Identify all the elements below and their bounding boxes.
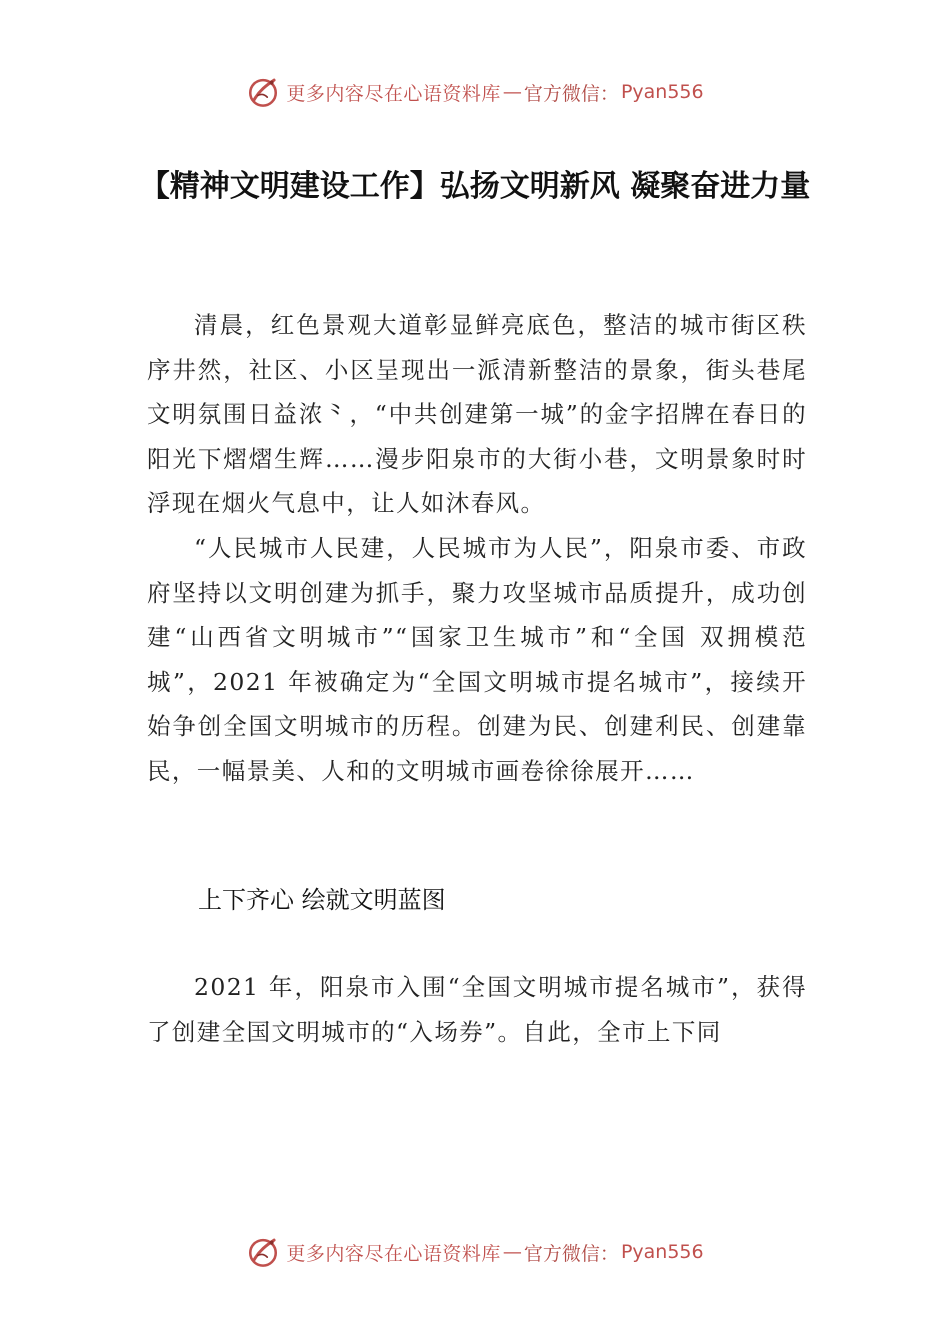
section-heading: 上下齐心 绘就文明蓝图 xyxy=(198,886,446,914)
watermark-wechat-id: Pyan556 xyxy=(620,1241,704,1263)
watermark-label: 官方微信： xyxy=(523,82,619,105)
header-watermark xyxy=(0,72,950,112)
paragraph: 清晨，红色景观大道彰显鲜亮底色，整洁的城市街区秩序井然，社区、小区呈现出一派清新整洁的景象，街头巷尾文明氛围日益浓⺀，“中共创建第一城”的金字招牌在春日的阳光下熠熠生辉……漫步阳泉市的大街小巷，文明景象时时浮现在烟火气息中，让人如沐春风。 xyxy=(147,311,807,518)
paragraph: 2021 年，阳泉市入围“全国文明城市提名城市”，获得了创建全国文明城市的“入场券”。自此，全市上下同 xyxy=(147,973,807,1046)
intro-text xyxy=(147,303,807,794)
watermark-brand: 更多内容尽在心语资料库 xyxy=(286,82,501,105)
footer-watermark xyxy=(0,1232,950,1272)
document-title: 【精神文明建设工作】弘扬文明新风 凝聚奋进力量 xyxy=(139,169,811,204)
brush-circle-logo-icon xyxy=(246,75,280,109)
watermark-separator: — xyxy=(502,81,522,103)
paragraph: “人民城市人民建，人民城市为人民”，阳泉市委、市政府坚持以文明创建为抓手，聚力攻坚城市品质提升，成功创建“山西省文明城市”“国家卫生城市”和“全国 双拥模范城”，2021 年被确定为“全国文明城市提名城市”，接续开始争创全国文明城市的历程。创建为民、创建利民、创建靠民，一幅景美、人和的文明城市画卷徐徐展开…… xyxy=(147,533,807,785)
watermark-wechat-id: Pyan556 xyxy=(620,81,704,103)
brush-circle-logo-icon xyxy=(246,1235,280,1269)
section-text xyxy=(147,965,807,1054)
watermark-separator: — xyxy=(502,1241,522,1263)
watermark-brand: 更多内容尽在心语资料库 xyxy=(286,1242,501,1265)
watermark-label: 官方微信： xyxy=(523,1242,619,1265)
